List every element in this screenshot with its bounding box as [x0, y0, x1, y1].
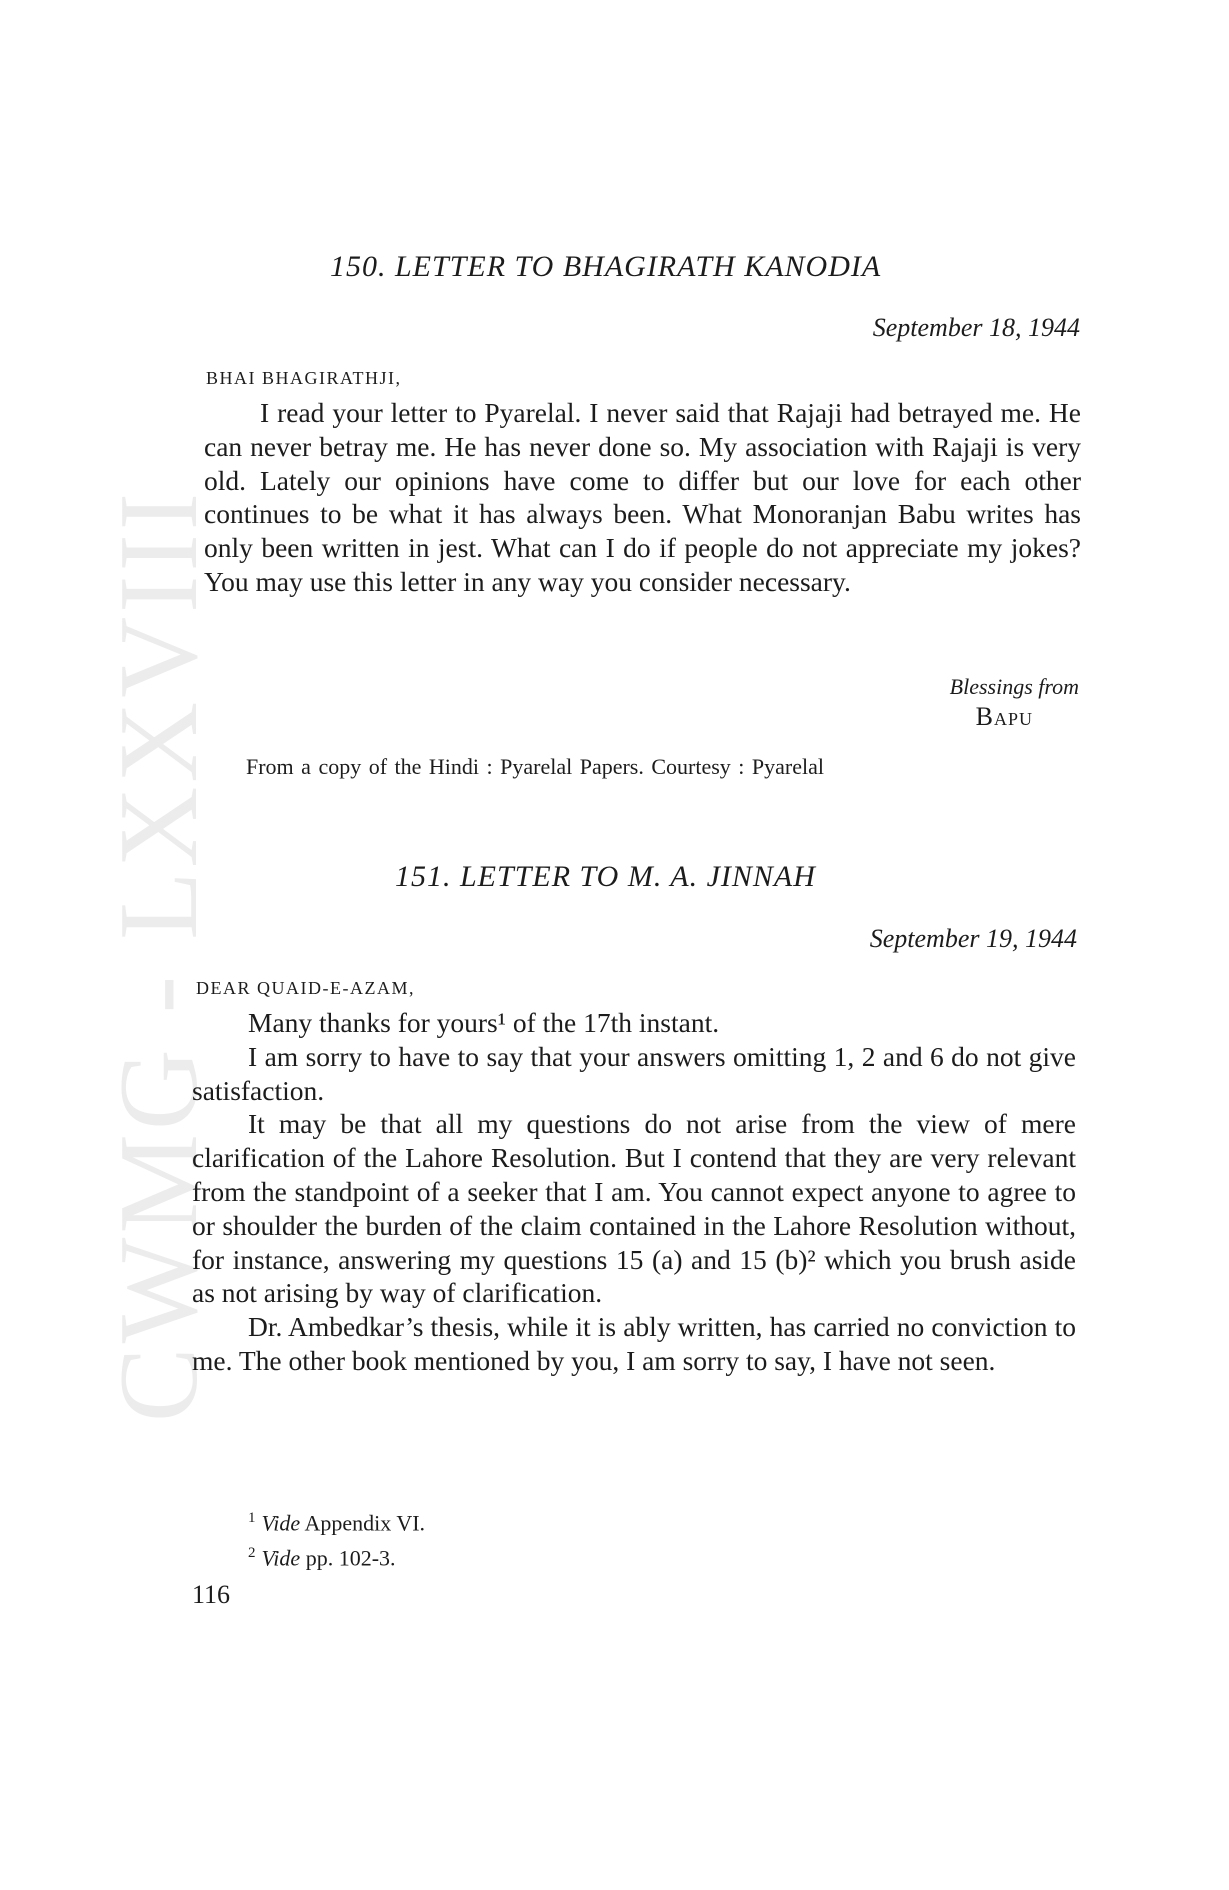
letter-body	[204, 396, 1081, 599]
salutation: DEAR QUAID-E-AZAM,	[196, 978, 415, 998]
footnote	[248, 1538, 425, 1573]
footnote-italic: Vide	[261, 1510, 301, 1536]
letter-title: 151. LETTER TO M. A. JINNAH	[395, 860, 816, 893]
letter-date: September 18, 1944	[872, 313, 1080, 342]
signature: Bapu	[975, 702, 1033, 731]
closing-text: Blessings from	[949, 674, 1079, 699]
source-note: From a copy of the Hindi : Pyarelal Papers. Courtesy : Pyarelal	[246, 754, 824, 779]
footnote-text: pp. 102-3.	[300, 1545, 396, 1571]
footnote-italic: Vide	[261, 1545, 301, 1571]
paragraph: I am sorry to have to say that your answers omitting 1, 2 and 6 do not give satisfaction.	[192, 1040, 1076, 1106]
letter-body	[192, 1006, 1076, 1378]
footnote	[248, 1503, 425, 1538]
watermark-text: CWMG - LXXVIII	[97, 488, 222, 1422]
closing-block	[950, 674, 1079, 732]
paragraph: Dr. Ambedkar’s thesis, while it is ably written, has carried no conviction to me. The other book mentioned by you, I am sorry to say, I have not seen.	[192, 1311, 1076, 1376]
salutation: BHAI BHAGIRATHJI,	[206, 368, 402, 388]
letter-date: September 19, 1944	[869, 924, 1077, 953]
footnotes	[248, 1503, 425, 1574]
footnote-mark: 1	[248, 1510, 256, 1526]
footnote-mark: 2	[248, 1545, 256, 1562]
page-number: 116	[192, 1580, 231, 1609]
paragraph: Many thanks for yours¹ of the 17th instant.	[248, 1007, 720, 1038]
paragraph: I read your letter to Pyarelal. I never said that Rajaji had betrayed me. He can never betray me. He has never done so. My association with Rajaji is very old. Lately our opinions have come to differ but our love for each other continues to be what it has always been. What Monoranjan Babu writes has only been written in jest. What can I do if people do not appreciate my jokes? You may use this letter in any way you consider necessary.	[204, 397, 1081, 597]
paragraph: It may be that all my questions do not arise from the view of mere clarification of the Lahore Resolution. But I contend that they are very relevant from the standpoint of a seeker that I am. You cannot expect anyone to agree to or shoulder the burden of the claim contained in the Lahore Resolution without, for instance, answering my questions 15 (a) and 15 (b)² which you brush aside as not arising by way of clarification.	[192, 1108, 1076, 1309]
letter-title: 150. LETTER TO BHAGIRATH KANODIA	[330, 250, 882, 283]
footnote-text: Appendix VI.	[300, 1510, 426, 1536]
